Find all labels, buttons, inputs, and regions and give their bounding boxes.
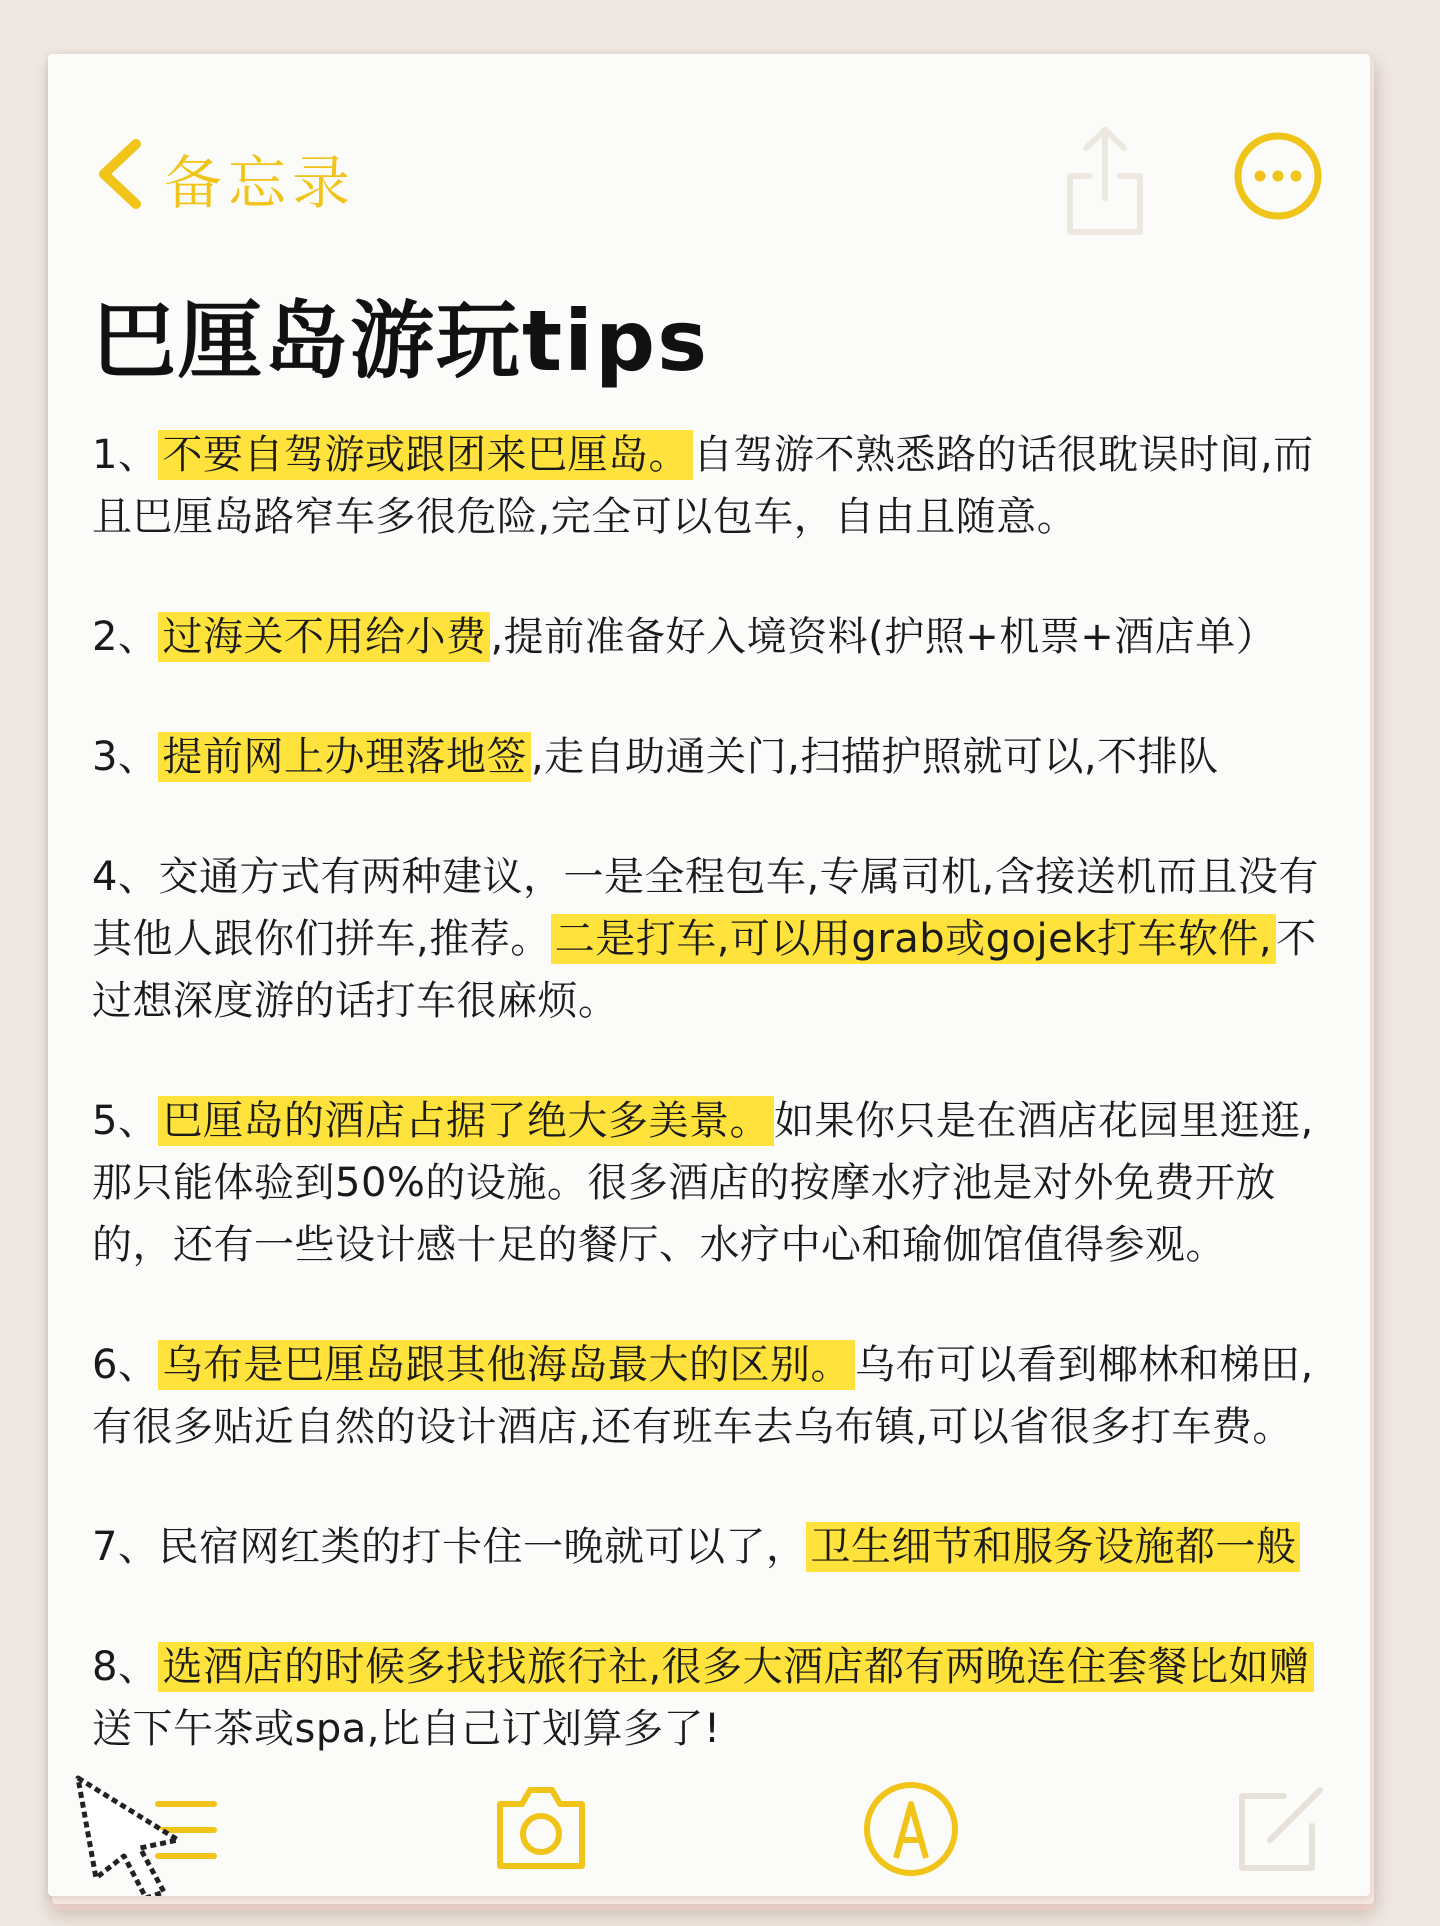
share-icon[interactable] (1060, 120, 1150, 240)
tip-number: 1、 (92, 432, 159, 478)
tip-text: 不过想深度游的话打车很麻烦。 (92, 916, 1317, 1024)
tip-text-pre: 民宿网红类的打卡住一晚就可以了， (158, 1524, 807, 1570)
tip-number: 8、 (92, 1644, 159, 1690)
note-header-bar (48, 54, 1370, 244)
tip-1 (92, 424, 1342, 548)
tip-highlight: 不要自驾游或跟团来巴厘岛。 (158, 430, 693, 480)
tip-highlight: 二是打车,可以用grab或gojek打车软件, (551, 914, 1276, 964)
tip-2 (92, 606, 1342, 668)
more-icon[interactable] (1230, 128, 1326, 224)
chevron-left-icon[interactable] (92, 136, 148, 212)
tip-number: 4、 (92, 854, 159, 900)
cursor-icon (68, 1770, 218, 1896)
tip-6 (92, 1334, 1342, 1458)
camera-icon[interactable] (486, 1774, 596, 1884)
tip-5 (92, 1090, 1342, 1276)
back-button-label[interactable]: 备忘录 (164, 149, 357, 217)
tip-number: 2、 (92, 614, 159, 660)
tip-highlight: 选酒店的时候多找找旅行社,很多大酒店都有两晚连住套餐比如赠 (158, 1642, 1313, 1692)
compose-icon[interactable] (1224, 1774, 1334, 1884)
tip-text-pre: 交通方式有两种建议，一是全程包车,专属司机,含接送机而且没有其他人跟你们拼车,推荐。 (92, 854, 1319, 962)
tip-highlight: 卫生细节和服务设施都一般 (806, 1522, 1300, 1572)
tip-3 (92, 726, 1342, 788)
tip-4 (92, 846, 1342, 1032)
tip-number: 3、 (92, 734, 159, 780)
note-sheet (48, 54, 1370, 1896)
tip-text: ,提前准备好入境资料(护照+机票+酒店单） (490, 614, 1277, 660)
tip-highlight: 过海关不用给小费 (158, 612, 490, 662)
tip-8 (92, 1636, 1342, 1760)
tip-highlight: 提前网上办理落地签 (158, 732, 531, 782)
tip-text: 自驾游不熟悉路的话很耽误时间,而且巴厘岛路窄车多很危险,完全可以包车，自由且随意。 (92, 432, 1314, 540)
note-body[interactable] (92, 424, 1342, 1818)
tip-highlight: 巴厘岛的酒店占据了绝大多美景。 (158, 1096, 774, 1146)
bottom-toolbar (48, 1754, 1370, 1894)
note-title: 巴厘岛游玩tips (92, 292, 710, 390)
markup-pen-icon[interactable] (856, 1774, 966, 1884)
tip-text: 如果你只是在酒店花园里逛逛,那只能体验到50%的设施。很多酒店的按摩水疗池是对外免费开放的，还有一些设计感十足的餐厅、水疗中心和瑜伽馆值得参观。 (92, 1098, 1314, 1268)
tip-text: 送下午茶或spa,比自己订划算多了! (92, 1706, 721, 1752)
tip-number: 5、 (92, 1098, 159, 1144)
tip-number: 7、 (92, 1524, 159, 1570)
tip-7 (92, 1516, 1342, 1578)
tip-text: 乌布可以看到椰林和梯田,有很多贴近自然的设计酒店,还有班车去乌布镇,可以省很多打车费。 (92, 1342, 1314, 1450)
tip-highlight: 乌布是巴厘岛跟其他海岛最大的区别。 (158, 1340, 855, 1390)
tip-number: 6、 (92, 1342, 159, 1388)
tip-text: ,走自助通关门,扫描护照就可以,不排队 (530, 734, 1219, 780)
